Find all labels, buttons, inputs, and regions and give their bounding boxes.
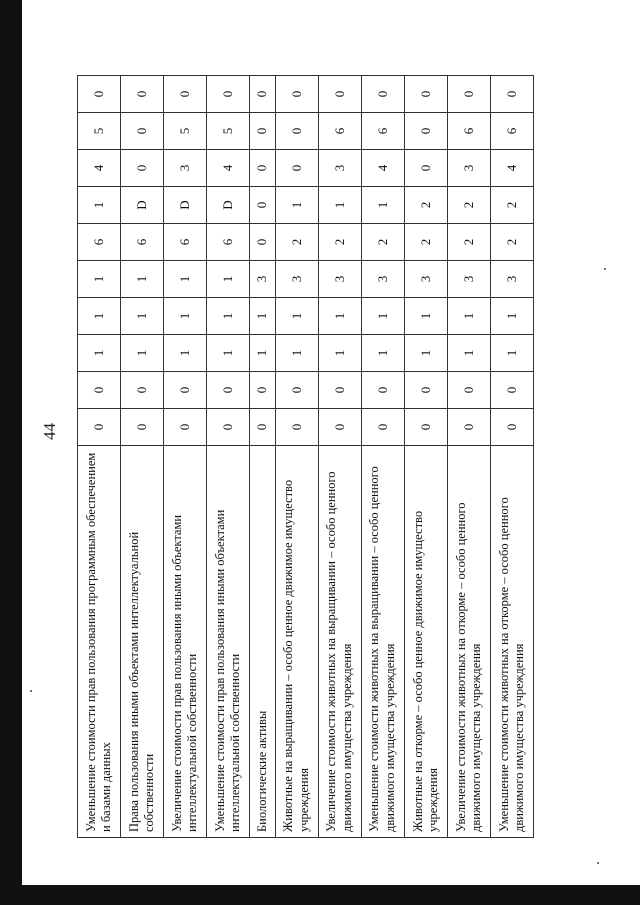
code-cell: 0 [250, 224, 275, 261]
code-cell: 0 [121, 76, 164, 113]
code-cell: 0 [250, 409, 275, 446]
code-cell: 1 [404, 335, 447, 372]
row-label: Уменьшение стоимости животных на откорме – особо ценного движимого имущества учреждения [490, 446, 533, 838]
code-cell: 3 [447, 261, 490, 298]
code-cell: 1 [207, 261, 250, 298]
code-cell: 0 [250, 113, 275, 150]
code-cell: 2 [404, 224, 447, 261]
code-cell: 0 [404, 113, 447, 150]
table-row [275, 76, 318, 838]
table-row [121, 76, 164, 838]
code-cell: 1 [275, 335, 318, 372]
code-cell: 1 [121, 298, 164, 335]
table-row [207, 76, 250, 838]
code-cell: 1 [207, 298, 250, 335]
code-cell: 0 [490, 409, 533, 446]
code-cell: 1 [490, 298, 533, 335]
accounts-table [77, 75, 534, 838]
code-cell: 1 [164, 298, 207, 335]
code-cell: D [207, 187, 250, 224]
code-cell: 2 [490, 224, 533, 261]
table-row [447, 76, 490, 838]
table-container [77, 76, 534, 838]
scan-speck [597, 862, 599, 864]
code-cell: 6 [164, 224, 207, 261]
code-cell: 6 [490, 113, 533, 150]
code-cell: 1 [404, 298, 447, 335]
code-cell: 0 [361, 372, 404, 409]
code-cell: 0 [361, 409, 404, 446]
code-cell: 3 [250, 261, 275, 298]
code-cell: 0 [250, 76, 275, 113]
code-cell: 0 [250, 372, 275, 409]
code-cell: 1 [78, 335, 121, 372]
code-cell: 0 [447, 76, 490, 113]
code-cell: 3 [490, 261, 533, 298]
row-label: Уменьшение стоимости прав пользования программным обеспечением и базами данных [78, 446, 121, 838]
code-cell: 0 [121, 409, 164, 446]
code-cell: D [121, 187, 164, 224]
code-cell: 3 [275, 261, 318, 298]
code-cell: 0 [207, 372, 250, 409]
code-cell: 0 [361, 76, 404, 113]
code-cell: 6 [207, 224, 250, 261]
code-cell: 0 [490, 76, 533, 113]
code-cell: 0 [447, 372, 490, 409]
code-cell: 1 [361, 298, 404, 335]
table-row [78, 76, 121, 838]
code-cell: 1 [78, 298, 121, 335]
code-cell: 2 [318, 224, 361, 261]
code-cell: 0 [78, 409, 121, 446]
code-cell: 1 [164, 261, 207, 298]
code-cell: 0 [121, 113, 164, 150]
code-cell: 0 [447, 409, 490, 446]
code-cell: 6 [78, 224, 121, 261]
code-cell: 2 [404, 187, 447, 224]
code-cell: 0 [318, 372, 361, 409]
code-cell: 0 [275, 113, 318, 150]
code-cell: 1 [447, 335, 490, 372]
code-cell: 1 [490, 335, 533, 372]
code-cell: 1 [275, 187, 318, 224]
code-cell: 1 [121, 261, 164, 298]
code-cell: 3 [447, 150, 490, 187]
scan-speck [604, 268, 606, 270]
row-label: Увеличение стоимости животных на выращивании – особо ценного движимого имущества учреждения [318, 446, 361, 838]
code-cell: 3 [404, 261, 447, 298]
code-cell: 4 [207, 150, 250, 187]
code-cell: 0 [404, 372, 447, 409]
code-cell: 0 [275, 150, 318, 187]
table-row [318, 76, 361, 838]
code-cell: 0 [404, 150, 447, 187]
scan-border-left [0, 0, 22, 905]
row-label: Биологические активы [250, 446, 275, 838]
code-cell: 2 [275, 224, 318, 261]
code-cell: 0 [490, 372, 533, 409]
code-cell: D [164, 187, 207, 224]
code-cell: 1 [250, 298, 275, 335]
code-cell: 2 [447, 187, 490, 224]
code-cell: 1 [318, 187, 361, 224]
code-cell: 1 [207, 335, 250, 372]
code-cell: 3 [164, 150, 207, 187]
table-row [490, 76, 533, 838]
code-cell: 2 [490, 187, 533, 224]
code-cell: 0 [207, 409, 250, 446]
code-cell: 1 [318, 335, 361, 372]
row-label: Увеличение стоимости животных на откорме – особо ценного движимого имущества учреждения [447, 446, 490, 838]
code-cell: 1 [361, 335, 404, 372]
code-cell: 1 [78, 187, 121, 224]
code-cell: 0 [318, 76, 361, 113]
scan-border-bottom [0, 885, 640, 905]
row-label: Животные на откорме – особо ценное движимое имущество учреждения [404, 446, 447, 838]
code-cell: 0 [275, 409, 318, 446]
code-cell: 0 [164, 372, 207, 409]
table-row [250, 76, 275, 838]
row-label: Уменьшение стоимости прав пользования иными объектами интеллектуальной собственности [207, 446, 250, 838]
code-cell: 1 [275, 298, 318, 335]
code-cell: 0 [250, 187, 275, 224]
code-cell: 0 [121, 150, 164, 187]
code-cell: 0 [164, 76, 207, 113]
code-cell: 0 [404, 409, 447, 446]
code-cell: 0 [250, 150, 275, 187]
code-cell: 0 [121, 372, 164, 409]
row-label: Животные на выращивании – особо ценное движимое имущество учреждения [275, 446, 318, 838]
code-cell: 1 [121, 335, 164, 372]
code-cell: 4 [361, 150, 404, 187]
code-cell: 5 [78, 113, 121, 150]
page-number: 44 [40, 423, 59, 440]
code-cell: 0 [404, 76, 447, 113]
code-cell: 0 [78, 372, 121, 409]
code-cell: 3 [361, 261, 404, 298]
code-cell: 0 [275, 76, 318, 113]
scan-speck [30, 690, 32, 692]
table-row [164, 76, 207, 838]
code-cell: 4 [490, 150, 533, 187]
code-cell: 0 [318, 409, 361, 446]
code-cell: 0 [207, 76, 250, 113]
code-cell: 2 [361, 224, 404, 261]
code-cell: 1 [78, 261, 121, 298]
code-cell: 0 [164, 409, 207, 446]
code-cell: 6 [318, 113, 361, 150]
code-cell: 1 [318, 298, 361, 335]
row-label: Права пользования иными объектами интеллектуальной собственности [121, 446, 164, 838]
code-cell: 0 [275, 372, 318, 409]
table-row [404, 76, 447, 838]
code-cell: 0 [78, 76, 121, 113]
code-cell: 6 [361, 113, 404, 150]
table-body [78, 76, 534, 838]
code-cell: 5 [164, 113, 207, 150]
code-cell: 6 [121, 224, 164, 261]
code-cell: 1 [250, 335, 275, 372]
row-label: Уменьшение стоимости животных на выращивании – особо ценного движимого имущества учреждения [361, 446, 404, 838]
code-cell: 4 [78, 150, 121, 187]
table-row [361, 76, 404, 838]
code-cell: 1 [361, 187, 404, 224]
code-cell: 3 [318, 261, 361, 298]
code-cell: 5 [207, 113, 250, 150]
code-cell: 1 [447, 298, 490, 335]
code-cell: 2 [447, 224, 490, 261]
code-cell: 3 [318, 150, 361, 187]
code-cell: 1 [164, 335, 207, 372]
code-cell: 6 [447, 113, 490, 150]
row-label: Увеличение стоимости прав пользования иными объектами интеллектуальной собственности [164, 446, 207, 838]
